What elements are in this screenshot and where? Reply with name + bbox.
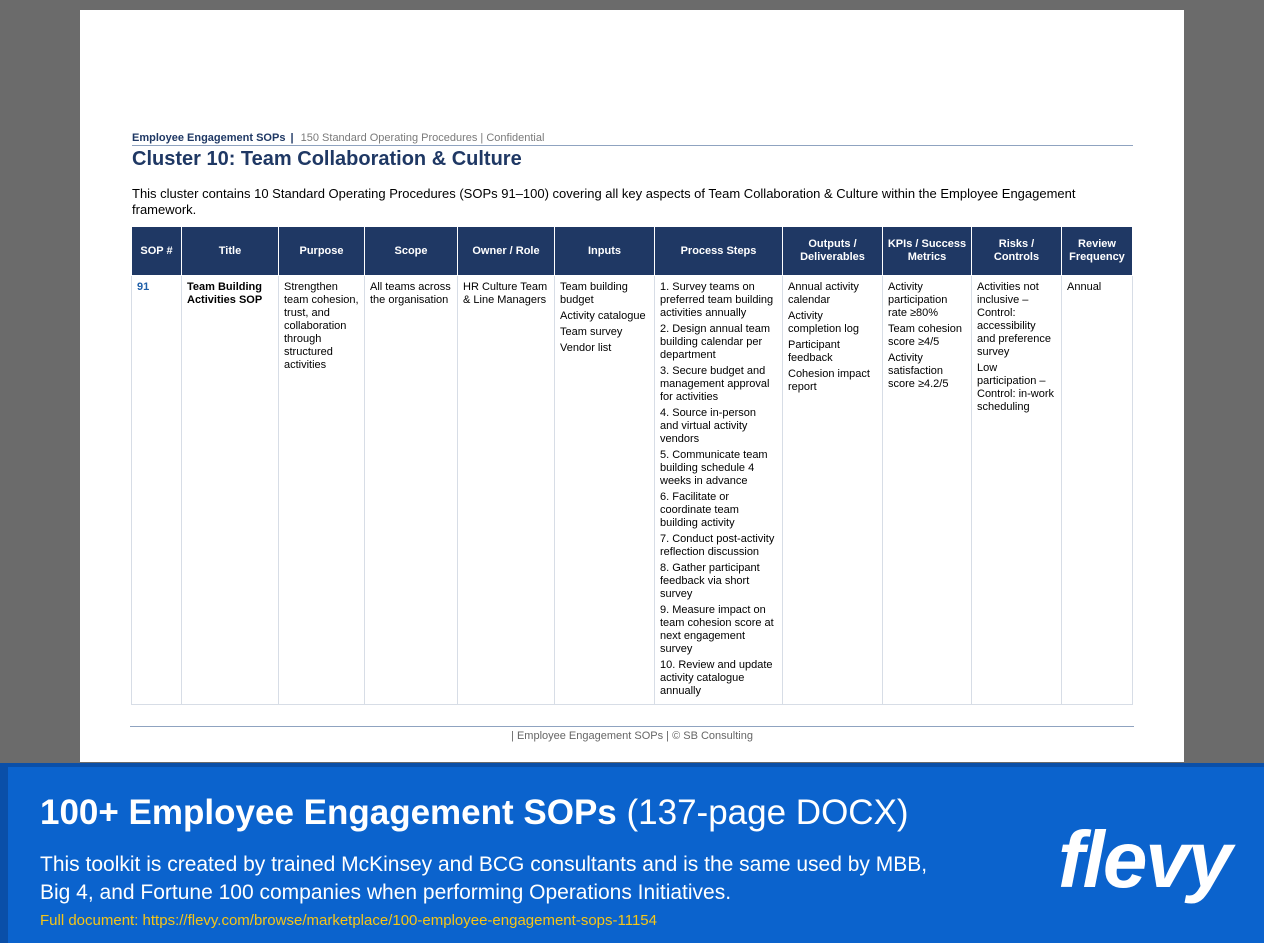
kpi-item: Activity participation rate ≥80% [888,281,948,319]
cell-purpose: Strengthen team cohesion, trust, and collaboration through structured activities [279,276,365,705]
cell-process-steps [655,276,783,705]
col-header: Title [182,227,279,276]
output-item: Annual activity calendar [788,281,859,306]
cell-outputs [783,276,883,705]
input-item: Vendor list [560,342,612,354]
cell-kpis [883,276,972,705]
running-header [132,132,1133,146]
table-header-row [132,227,1133,276]
input-item: Activity catalogue [560,310,646,322]
process-step: 9. Measure impact on team cohesion score at next engagement survey [660,604,774,655]
input-item: Team survey [560,326,623,338]
cell-review-frequency: Annual [1062,276,1133,705]
output-item: Activity completion log [788,310,859,335]
col-header: Purpose [279,227,365,276]
banner-title-rest: (137-page DOCX) [626,793,909,832]
col-header: Process Steps [655,227,783,276]
cluster-intro: This cluster contains 10 Standard Operating Procedures (SOPs 91–100) covering all key aspects of Team Collaboration & Culture within the Employee Engagement framework. [132,186,1076,217]
kpi-item: Activity satisfaction score ≥4.2/5 [888,352,949,390]
cell-risks [972,276,1062,705]
header-subtitle: 150 Standard Operating Procedures | Confidential [300,132,545,144]
col-header: Risks / Controls [972,227,1062,276]
col-header: Scope [365,227,458,276]
process-step: 3. Secure budget and management approval for activities [660,365,770,403]
page-footer: | Employee Engagement SOPs | © SB Consulting [511,730,753,742]
sop-table [131,226,1133,705]
col-header: KPIs / Success Metrics [883,227,972,276]
document-page [80,10,1184,762]
header-separator: | [290,132,294,144]
cell-inputs [555,276,655,705]
risk-item: Activities not inclusive – Control: accessibility and preference survey [977,281,1051,358]
col-header: SOP # [132,227,182,276]
cell-sop-number: 91 [132,276,182,705]
col-header: Owner / Role [458,227,555,276]
cluster-title: Cluster 10: Team Collaboration & Culture [132,148,522,170]
footer-rule [130,726,1134,727]
banner-title-bold: 100+ Employee Engagement SOPs [40,793,617,832]
flevy-logo[interactable]: flevy [1058,815,1231,904]
header-brand: Employee Engagement SOPs [132,132,286,144]
input-item: Team building budget [560,281,628,306]
process-step: 5. Communicate team building schedule 4 weeks in advance [660,449,768,487]
col-header: Inputs [555,227,655,276]
kpi-item: Team cohesion score ≥4/5 [888,323,962,348]
output-item: Cohesion impact report [788,368,870,393]
process-step: 1. Survey teams on preferred team building activities annually [660,281,774,319]
table-row [132,276,1133,705]
process-step: 2. Design annual team building calendar per department [660,323,771,361]
col-header: Outputs / Deliverables [783,227,883,276]
process-step: 10. Review and update activity catalogue annually [660,659,773,697]
banner-description: This toolkit is created by trained McKinsey and BCG consultants and is the same used by MBB, Big 4, and Fortune 100 companies when performing Operations Initiatives. [40,853,928,904]
cell-title: Team Building Activities SOP [182,276,279,705]
banner-title [40,793,909,833]
output-item: Participant feedback [788,339,840,364]
process-step: 4. Source in-person and virtual activity vendors [660,407,756,445]
process-step: 7. Conduct post-activity reflection discussion [660,533,775,558]
cell-owner: HR Culture Team & Line Managers [458,276,555,705]
process-step: 8. Gather participant feedback via short survey [660,562,760,600]
process-step: 6. Facilitate or coordinate team building activity [660,491,739,529]
document-link[interactable]: Full document: https://flevy.com/browse/marketplace/100-employee-engagement-sops-11154 [40,912,657,929]
cell-scope: All teams across the organisation [365,276,458,705]
col-header: Review Frequency [1062,227,1133,276]
risk-item: Low participation – Control: in-work scheduling [977,362,1055,413]
